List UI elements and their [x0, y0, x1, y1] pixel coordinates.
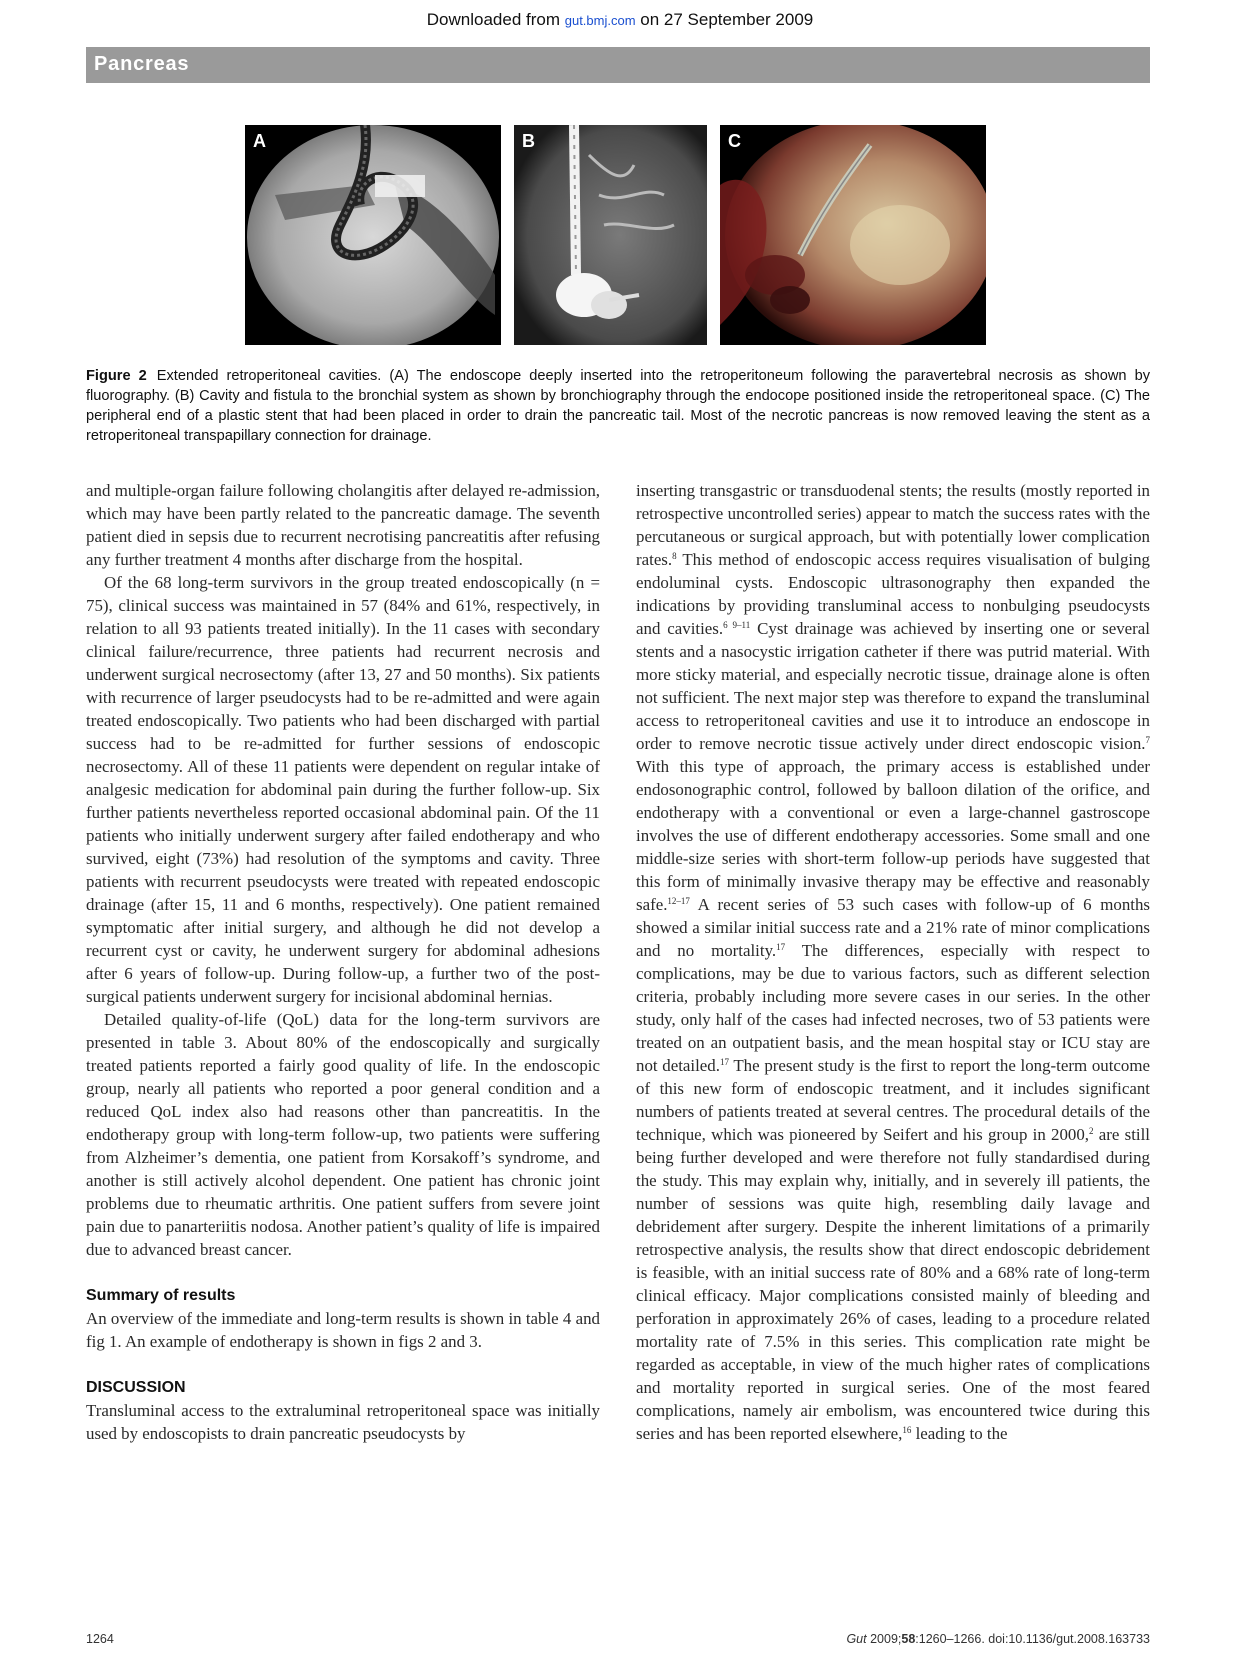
- reference[interactable]: 7: [1145, 735, 1150, 745]
- reference[interactable]: 12–17: [667, 896, 690, 906]
- paragraph: Detailed quality-of-life (QoL) data for the long-term survivors are presented in table 3. About 80% of the endoscopically and surgically treated patients reported a fairly good quality of life. In the endoscopic group, nearly all patients who reported a poor general condition and a reduced QoL index also had reasons other than pancreatitis. In the endotherapy group with long-term follow-up, two patients were suffering from Alzheimer’s dementia, one patient from Korsakoff’s syndrome, and another is still actively alcohol dependent. One patient has chronic joint problems due to rheumatic arthritis. One patient suffers from severe joint pain due to panarteriitis nodosa. Another patient’s quality of life is impaired due to advanced breast cancer.: [86, 1010, 600, 1259]
- reference[interactable]: 17: [776, 942, 786, 952]
- figure-panel-b: [514, 125, 707, 345]
- paragraph: and multiple-organ failure following cholangitis after delayed re-admission, which may have been partly related to the pancreatic damage. The seventh patient died in sepsis due to recurrent necrotising pancreatitis after refusing any further treatment 4 months after discharge from the hospital.: [86, 481, 600, 569]
- panel-label-b: B: [522, 131, 535, 151]
- caption-text: Extended retroperitoneal cavities. (A) The endoscope deeply inserted into the retroperitoneum following the paravertebral necrosis as shown by fluorography. (B) Cavity and fistula to the bronchial system as shown by bronchiography through the endocope positioned inside the retroperitoneal space. (C) The peripheral end of a plastic stent that had been placed in order to drain the pancreatic tail. Most of the necrotic pancreas is now removed leaving the stent as a retroperitoneal transpapillary connection for drainage.: [86, 368, 1150, 444]
- text-run: leading to the: [911, 1424, 1008, 1443]
- right-column: [636, 479, 1150, 1445]
- panel-label-c: C: [728, 131, 741, 151]
- text-run: A recent series of 53 such cases with follow-up of 6 months showed a similar initial success rate and a 21% rate of minor complications and no mortality.: [636, 895, 1150, 960]
- panel-label-a: A: [253, 131, 266, 151]
- caption-label: Figure 2: [86, 368, 147, 384]
- fluoroscopy-image: [245, 125, 501, 345]
- text-run: The differences, especially with respect to complications, may be due to various factors, such as different selection criteria, probably including more severe cases in our series. In the other study, only half of the cases had infected necroses, two of 53 patients were treated on an outpatient basis, and the mean hospital stay or ICU stay are not detailed.: [636, 941, 1150, 1075]
- citation-rest: :1260–1266. doi:10.1136/gut.2008.163733: [915, 1632, 1150, 1646]
- reference[interactable]: 17: [719, 1057, 729, 1067]
- paragraph: An overview of the immediate and long-term results is shown in table 4 and fig 1. An example of endotherapy is shown in figs 2 and 3.: [86, 1309, 600, 1351]
- page-number: 1264: [86, 1632, 114, 1646]
- text-run: inserting transgastric or transduodenal stents; the results (mostly reported in retrospective uncontrolled series) appear to match the success rates with the percutaneous or surgical approach, but with potentially lower complication rates.: [636, 481, 1150, 569]
- text-run: The present study is the first to report the long-term outcome of this new form of endoscopic treatment, and it includes significant numbers of patients treated at several centres. The procedural details of the technique, which was pioneered by Seifert and his group in 2000,: [636, 1056, 1150, 1144]
- citation-footer: [846, 1632, 1150, 1646]
- section-heading-summary: Summary of results: [86, 1287, 236, 1304]
- paragraph: Transluminal access to the extraluminal retroperitoneal space was initially used by endoscopists to drain pancreatic pseudocysts by: [86, 1401, 600, 1443]
- download-prefix: Downloaded from: [426, 10, 565, 29]
- figure-panel-c: [720, 125, 986, 345]
- section-heading-discussion: DISCUSSION: [86, 1379, 186, 1396]
- citation-year: 2009;: [866, 1632, 902, 1646]
- reference[interactable]: 16: [902, 1425, 912, 1435]
- bronchiography-image: [514, 125, 707, 345]
- section-banner-label: Pancreas: [94, 53, 190, 75]
- reference[interactable]: 6 9–11: [723, 620, 751, 630]
- reference[interactable]: 2: [1089, 1126, 1094, 1136]
- reference[interactable]: 8: [672, 551, 677, 561]
- text-run: Cyst drainage was achieved by inserting one or several stents and a nasocystic irrigation catheter if there was putrid material. With more sticky material, and especially necrotic tissue, drainage alone is often not sufficient. The next major step was therefore to expand the transluminal access to retroperitoneal cavities and use it to introduce an endoscope in order to remove necrotic tissue actively under direct endoscopic vision.: [636, 619, 1150, 753]
- download-notice: [0, 10, 1240, 30]
- paragraph: Of the 68 long-term survivors in the group treated endoscopically (n = 75), clinical success was maintained in 57 (84% and 61%, respectively, in relation to all 93 patients treated initially). In the 11 cases with secondary clinical failure/recurrence, three patients had recurrent necrosis and underwent surgical necrosectomy (after 13, 27 and 50 months). Six patients with recurrence of larger pseudocysts had to be re-admitted and were again treated endoscopically. Two patients who had been discharged with partial success had to be re-admitted for further sessions of endoscopic necrosectomy. All of these 11 patients were dependent on regular intake of analgesic medication for abdominal pain during the further follow-up. Six further patients nevertheless reported occasional abdominal pain. Of the 11 patients who initially underwent surgery after failed endotherapy and who survived, eight (73%) had resolution of the symptoms and cavity. Three patients with recurrent pseudocysts were treated with repeated endoscopic drainage (after 15, 11 and 6 months, respectively). One patient remained symptomatic after initial surgery, and although he did not develop a recurrent cyst or cavity, he underwent surgery for abdominal adhesions after 6 years of follow-up. During follow-up, a further two of the post-surgical patients underwent surgery for incisional abdominal hernias.: [86, 573, 600, 1006]
- paragraph: [636, 479, 1150, 1445]
- figure-panel-a: [245, 125, 501, 345]
- text-run: With this type of approach, the primary access is established under endosonographic control, followed by balloon dilation of the orifice, and endotherapy with a conventional or even a large-channel gastroscope involves the use of different endotherapy accessories. Some small and one middle-size series with short-term follow-up periods have suggested that this form of minimally invasive therapy may be effective and reasonably safe.: [636, 757, 1150, 914]
- figure-caption: [86, 366, 1150, 446]
- endoscopy-photo-image: [720, 125, 986, 345]
- text-run: are still being further developed and were therefore not fully standardised during the study. This may explain why, initially, and in severely ill patients, the number of sessions was quite high, resembling daily lavage and debridement after surgery. Despite the inherent limitations of a primarily retrospective analysis, the results show that direct endoscopic debridement is feasible, with an initial success rate of 80% and a 68% rate of long-term clinical efficacy. Major complications consisted mainly of bleeding and perforation in approximately 26% of cases, leading to a procedure related mortality rate of 7.5% in this series. This complication rate might be regarded as acceptable, in view of the much higher rates of complications and mortality reported in surgical series. One of the most feared complications, namely air embolism, was encountered twice during this series and has been reported elsewhere,: [636, 1125, 1150, 1443]
- citation-volume: 58: [901, 1632, 916, 1646]
- left-column: [86, 479, 600, 1445]
- section-banner: [86, 47, 1150, 83]
- download-link[interactable]: gut.bmj.com: [564, 13, 636, 28]
- journal-name: Gut: [846, 1632, 867, 1646]
- text-run: This method of endoscopic access requires visualisation of bulging endoluminal cysts. Endoscopic ultrasonography then expanded the indications by providing transluminal access to nonbulging pseudocysts and cavities.: [636, 550, 1150, 638]
- download-suffix: on 27 September 2009: [635, 10, 814, 29]
